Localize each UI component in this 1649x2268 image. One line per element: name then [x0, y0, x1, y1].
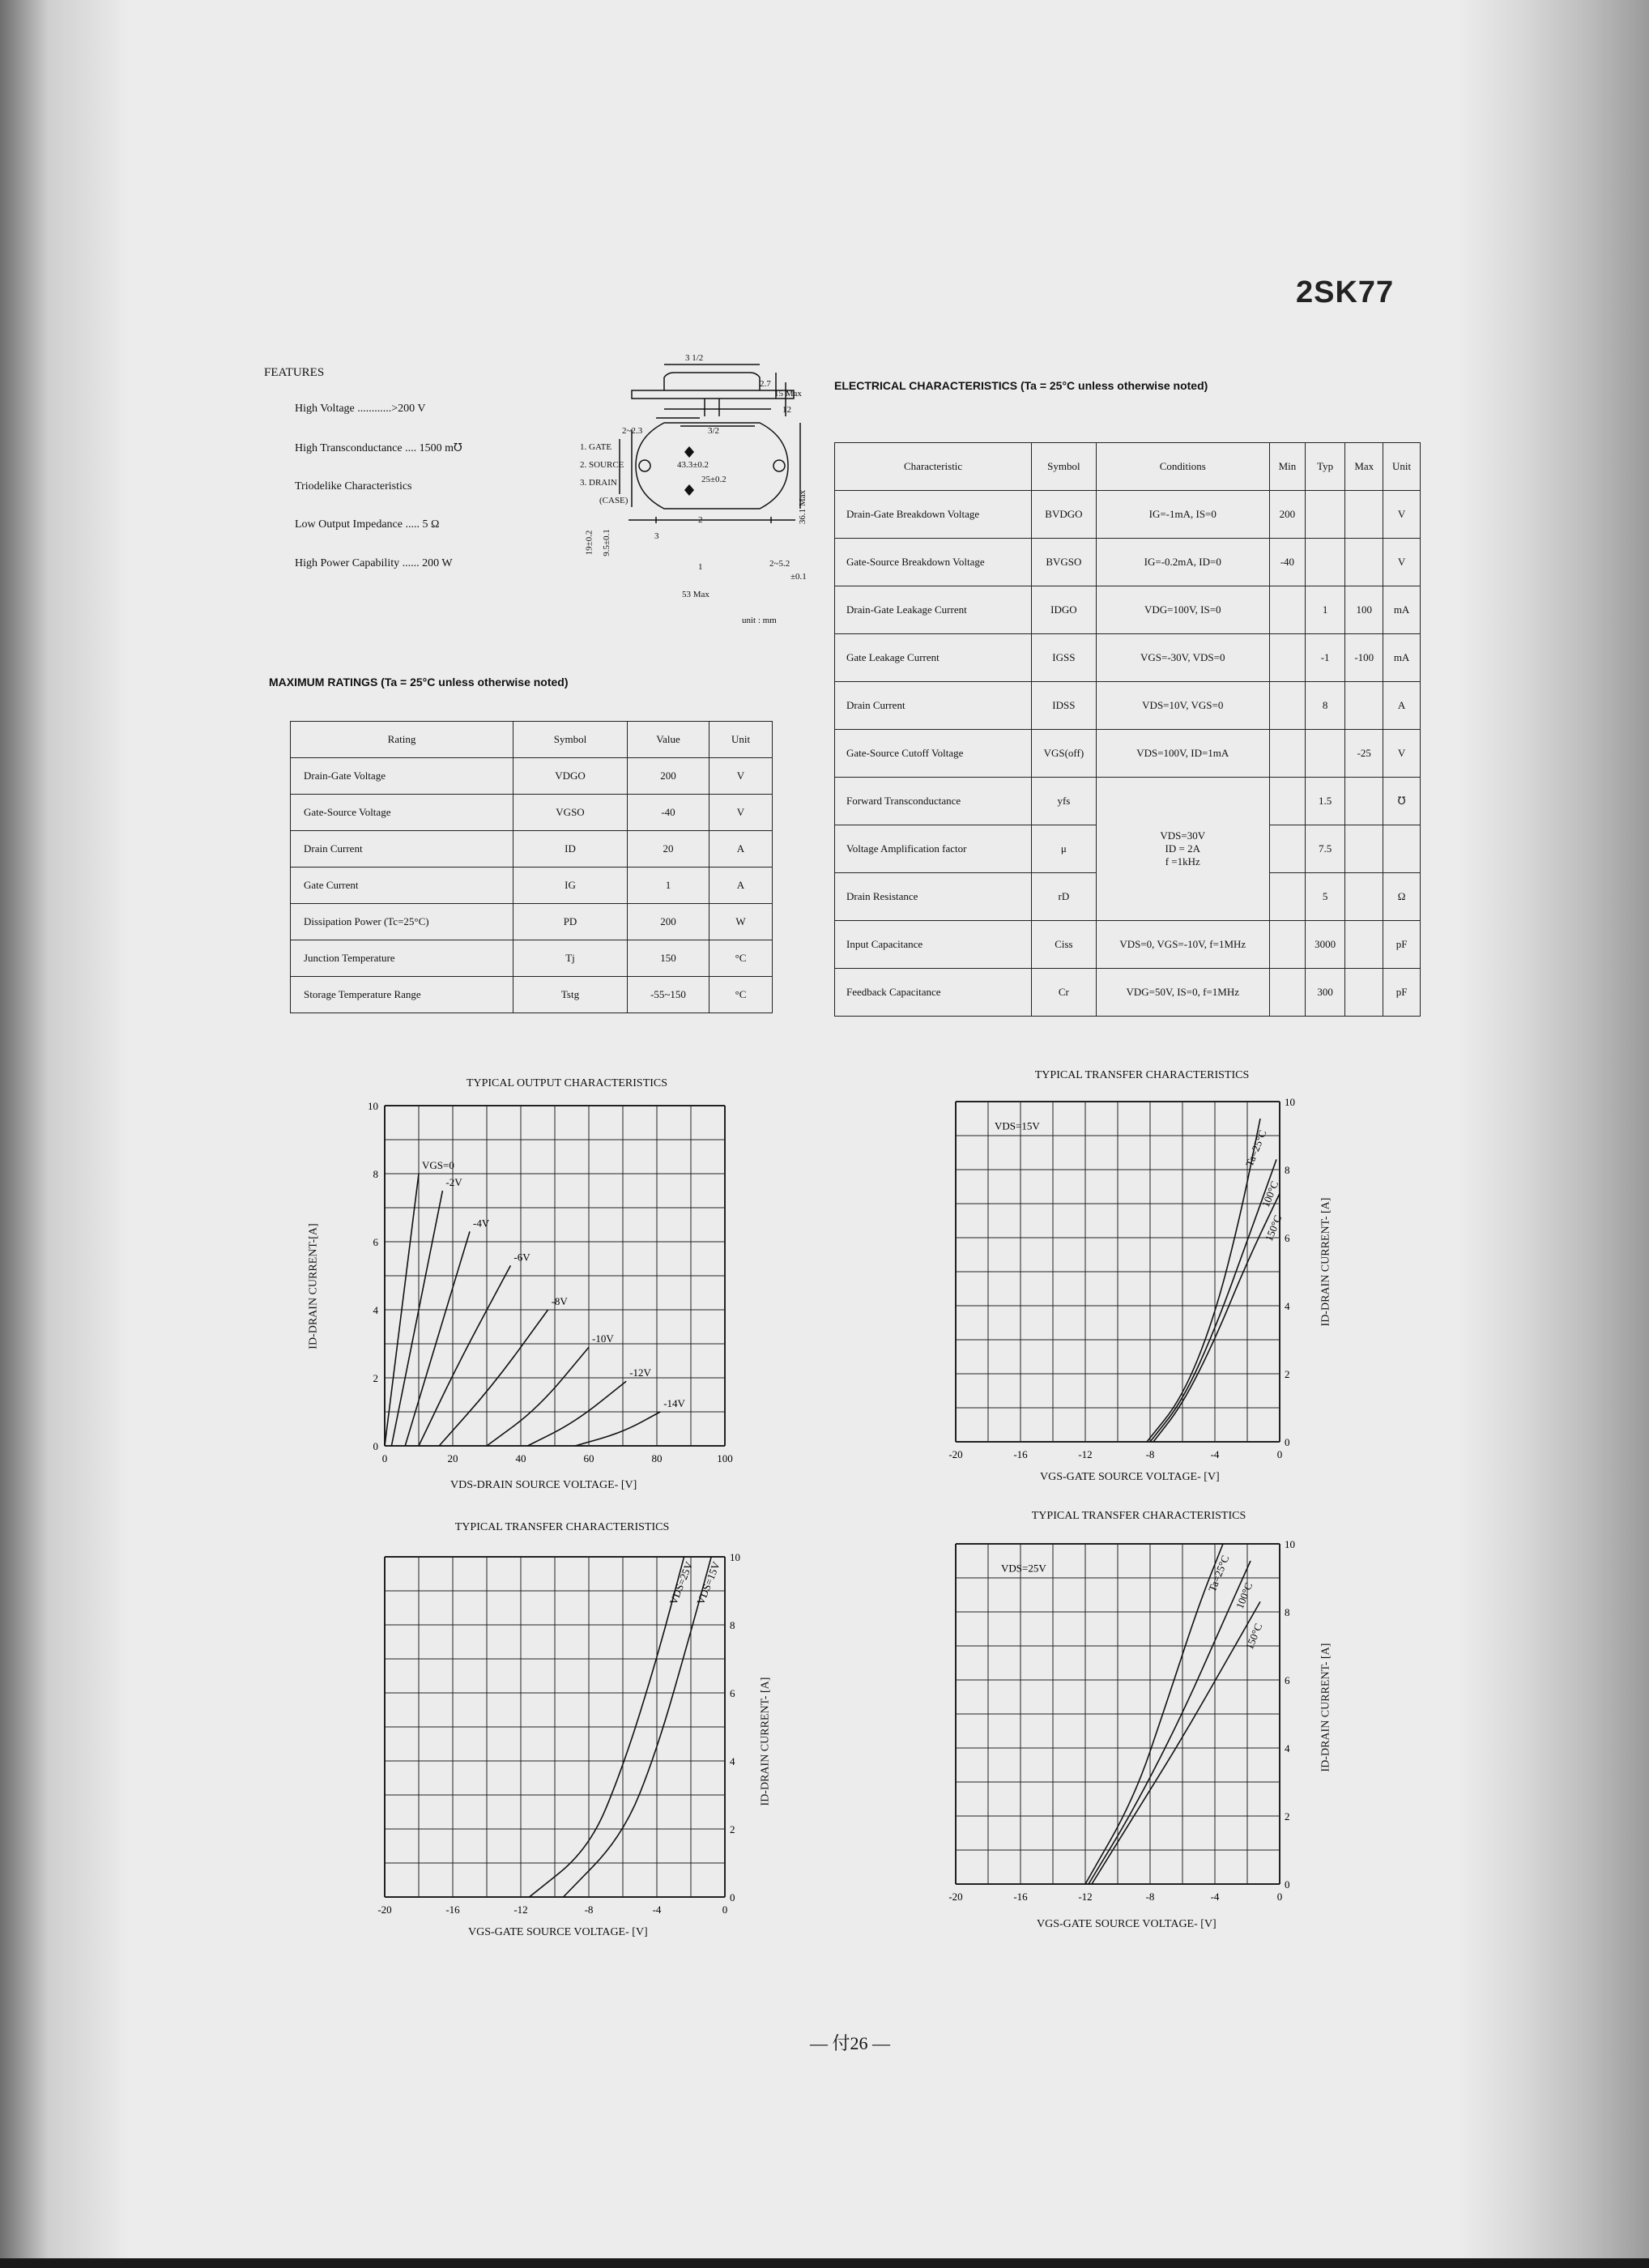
x-tick-label: -16	[445, 1904, 460, 1916]
package-dimension: 43.3±0.2	[677, 460, 709, 470]
unit-cell: W	[709, 904, 773, 940]
y-tick-label: 4	[1285, 1300, 1290, 1312]
chart-title: TYPICAL TRANSFER CHARACTERISTICS	[1034, 1069, 1250, 1081]
package-dimension: 25±0.2	[701, 475, 726, 484]
typ-cell	[1305, 730, 1344, 778]
package-dimension: 2.7	[760, 379, 771, 389]
min-cell: 200	[1269, 491, 1305, 539]
characteristic-cell: Gate-Source Cutoff Voltage	[835, 730, 1032, 778]
unit-cell: A	[709, 868, 773, 904]
value-cell: 1	[628, 868, 709, 904]
min-cell	[1269, 586, 1305, 634]
typ-cell: 7.5	[1305, 825, 1344, 873]
series-label: -10V	[592, 1332, 614, 1345]
characteristic-cell: Drain-Gate Breakdown Voltage	[835, 491, 1032, 539]
max-cell	[1345, 682, 1383, 730]
series-line	[487, 1347, 589, 1446]
y-tick-label: 6	[373, 1236, 378, 1248]
min-cell: -40	[1269, 539, 1305, 586]
package-dimension: 3/2	[708, 426, 720, 436]
symbol-cell: BVGSO	[1032, 539, 1096, 586]
symbol-cell: yfs	[1032, 778, 1096, 825]
header-cell: Conditions	[1096, 443, 1269, 491]
x-tick-label: -4	[1210, 1891, 1220, 1903]
series-label: -4V	[473, 1217, 490, 1230]
y-tick-label: 8	[730, 1619, 735, 1631]
unit-cell: V	[1383, 491, 1421, 539]
rating-cell: Dissipation Power (Tc=25°C)	[291, 904, 513, 940]
x-tick-label: 0	[1276, 1891, 1283, 1903]
y-tick-label: 4	[1285, 1742, 1290, 1754]
max-cell	[1345, 539, 1383, 586]
x-tick-label: -20	[377, 1904, 392, 1916]
condition-line: VDS=30V	[1160, 829, 1206, 842]
series-line	[1153, 1193, 1280, 1442]
package-dimension: 36.1 Max	[798, 489, 808, 525]
y-tick-label: 10	[368, 1100, 378, 1112]
series-label: -6V	[513, 1251, 530, 1264]
x-tick-label: -20	[948, 1448, 963, 1458]
package-dimension: 15 Max	[774, 389, 802, 399]
transfer-characteristics-chart-vds15	[931, 1085, 1320, 1458]
table-row	[835, 634, 1421, 682]
package-dimension: 19±0.2	[584, 530, 594, 556]
value-cell: 200	[628, 758, 709, 795]
feature-item: Triodelike Characteristics	[295, 480, 412, 492]
characteristic-cell: Input Capacitance	[835, 921, 1032, 969]
y-axis-label: ID-DRAIN CURRENT-[A]	[307, 1223, 320, 1349]
unit-cell: °C	[709, 940, 773, 977]
header-cell: Symbol	[1032, 443, 1096, 491]
feature-item: High Voltage ............>200 V	[295, 403, 426, 415]
x-tick-label: -4	[1210, 1448, 1220, 1458]
series-label: 100°C	[1233, 1580, 1255, 1611]
typ-cell: 1.5	[1305, 778, 1344, 825]
features-title: FEATURES	[264, 366, 325, 379]
unit-cell	[1383, 825, 1421, 873]
y-tick-label: 2	[373, 1372, 378, 1384]
typ-cell: 8	[1305, 682, 1344, 730]
unit-cell: V	[709, 795, 773, 831]
series-line	[527, 1381, 626, 1446]
max-cell	[1345, 778, 1383, 825]
table-header-row	[835, 443, 1421, 491]
table-row	[291, 868, 773, 904]
series-label: 150°C	[1262, 1213, 1285, 1243]
package-dimension: ±0.1	[790, 572, 807, 582]
package-dimension: 3	[654, 531, 659, 541]
typ-cell: 1	[1305, 586, 1344, 634]
typ-cell: 5	[1305, 873, 1344, 921]
x-tick-label: 0	[722, 1904, 728, 1916]
unit-cell: V	[1383, 539, 1421, 586]
y-tick-label: 10	[730, 1551, 740, 1563]
package-dimension: 2	[698, 515, 703, 525]
table-row	[835, 921, 1421, 969]
table-row	[835, 586, 1421, 634]
rating-cell: Gate-Source Voltage	[291, 795, 513, 831]
series-label: VGS=0	[422, 1159, 454, 1171]
y-tick-label: 2	[730, 1823, 735, 1835]
value-cell: 20	[628, 831, 709, 868]
package-dimension: 3 1/2	[685, 353, 704, 363]
package-dimension: 12	[782, 405, 791, 415]
min-cell	[1269, 778, 1305, 825]
feature-item: Low Output Impedance ..... 5 Ω	[295, 518, 440, 531]
series-label: -14V	[663, 1397, 685, 1409]
header-cell: Unit	[1383, 443, 1421, 491]
min-cell	[1269, 825, 1305, 873]
table-row	[835, 682, 1421, 730]
symbol-cell: μ	[1032, 825, 1096, 873]
series-label: -8V	[551, 1295, 568, 1307]
conditions-cell: IG=-0.2mA, ID=0	[1096, 539, 1269, 586]
header-cell: Characteristic	[835, 443, 1032, 491]
chart-title: TYPICAL TRANSFER CHARACTERISTICS	[1031, 1510, 1246, 1522]
characteristic-cell: Gate Leakage Current	[835, 634, 1032, 682]
table-row	[291, 795, 773, 831]
characteristic-cell: Feedback Capacitance	[835, 969, 1032, 1017]
chart-annotation: VDS=25V	[1001, 1562, 1046, 1575]
y-tick-label: 4	[730, 1755, 735, 1767]
header-cell: Value	[628, 722, 709, 758]
series-label: VDS=25V	[667, 1559, 696, 1607]
rating-cell: Storage Temperature Range	[291, 977, 513, 1013]
value-cell: 150	[628, 940, 709, 977]
y-tick-label: 2	[1285, 1810, 1290, 1823]
symbol-cell: PD	[513, 904, 628, 940]
chart-annotation: VDS=15V	[995, 1119, 1040, 1132]
symbol-cell: VDGO	[513, 758, 628, 795]
x-tick-label: 100	[717, 1452, 733, 1464]
unit-cell: mA	[1383, 586, 1421, 634]
symbol-cell: IGSS	[1032, 634, 1096, 682]
feature-item: High Transconductance .... 1500 m℧	[295, 442, 462, 454]
unit-cell: pF	[1383, 969, 1421, 1017]
symbol-cell: Tj	[513, 940, 628, 977]
conditions-cell: VDS=10V, VGS=0	[1096, 682, 1269, 730]
x-tick-label: -12	[513, 1904, 528, 1916]
y-tick-label: 6	[1285, 1232, 1290, 1244]
x-tick-label: 80	[651, 1452, 663, 1464]
unit-cell: mA	[1383, 634, 1421, 682]
series-line	[1092, 1601, 1260, 1884]
series-line	[405, 1231, 470, 1446]
package-dimension: 2~2.3	[622, 426, 643, 436]
x-tick-label: -4	[652, 1904, 662, 1916]
table-header-row	[291, 722, 773, 758]
pin-label: 2. SOURCE	[580, 460, 624, 470]
part-number-title: 2SK77	[1296, 275, 1395, 309]
conditions-cell: VDS=0, VGS=-10V, f=1MHz	[1096, 921, 1269, 969]
series-line	[1150, 1159, 1276, 1442]
y-axis-label: ID-DRAIN CURRENT- [A]	[759, 1677, 772, 1806]
shared-conditions-cell	[1096, 778, 1269, 921]
x-tick-label: -16	[1013, 1891, 1028, 1903]
characteristic-cell: Voltage Amplification factor	[835, 825, 1032, 873]
typ-cell: 3000	[1305, 921, 1344, 969]
page-number: — 付26 —	[810, 2033, 891, 2053]
y-tick-label: 0	[1285, 1436, 1290, 1448]
conditions-cell: VDG=50V, IS=0, f=1MHz	[1096, 969, 1269, 1017]
y-tick-label: 8	[1285, 1606, 1290, 1618]
y-tick-label: 0	[373, 1440, 378, 1452]
max-cell: 100	[1345, 586, 1383, 634]
package-dimension: 1	[698, 562, 703, 572]
y-tick-label: 0	[1285, 1878, 1290, 1891]
max-cell: -25	[1345, 730, 1383, 778]
max-cell	[1345, 969, 1383, 1017]
max-cell	[1345, 491, 1383, 539]
symbol-cell: IDGO	[1032, 586, 1096, 634]
series-label: 150°C	[1242, 1621, 1265, 1652]
x-tick-label: 0	[381, 1452, 388, 1464]
typ-cell: 300	[1305, 969, 1344, 1017]
min-cell	[1269, 682, 1305, 730]
conditions-cell: IG=-1mA, IS=0	[1096, 491, 1269, 539]
feature-item: High Power Capability ...... 200 W	[295, 557, 453, 569]
x-tick-label: 0	[1276, 1448, 1283, 1458]
x-axis-label: VGS-GATE SOURCE VOLTAGE- [V]	[1040, 1471, 1220, 1483]
symbol-cell: IG	[513, 868, 628, 904]
x-tick-label: 60	[583, 1452, 594, 1464]
typ-cell: -1	[1305, 634, 1344, 682]
min-cell	[1269, 921, 1305, 969]
symbol-cell: Cr	[1032, 969, 1096, 1017]
min-cell	[1269, 873, 1305, 921]
x-tick-label: -16	[1013, 1448, 1028, 1458]
y-tick-label: 8	[373, 1168, 378, 1180]
x-tick-label: -8	[584, 1904, 594, 1916]
unit-cell: ℧	[1383, 778, 1421, 825]
series-label: Ta=25°C	[1242, 1128, 1269, 1169]
value-cell: 200	[628, 904, 709, 940]
package-dimension: 53 Max	[682, 590, 709, 599]
conditions-cell: VDS=100V, ID=1mA	[1096, 730, 1269, 778]
y-axis-label: ID-DRAIN CURRENT- [A]	[1319, 1643, 1332, 1772]
max-cell	[1345, 921, 1383, 969]
x-tick-label: 40	[515, 1452, 526, 1464]
conditions-cell: VDG=100V, IS=0	[1096, 586, 1269, 634]
x-tick-label: -8	[1145, 1891, 1155, 1903]
symbol-cell: VGSO	[513, 795, 628, 831]
table-row	[291, 831, 773, 868]
header-cell: Typ	[1305, 443, 1344, 491]
y-tick-label: 6	[730, 1687, 735, 1699]
x-tick-label: 20	[447, 1452, 458, 1464]
symbol-cell: IDSS	[1032, 682, 1096, 730]
package-unit: unit : mm	[742, 616, 777, 625]
x-tick-label: -8	[1145, 1448, 1155, 1458]
table-row	[835, 969, 1421, 1017]
unit-cell: pF	[1383, 921, 1421, 969]
package-dimension: 9.5±0.1	[601, 529, 611, 556]
electrical-characteristics-table	[834, 442, 1421, 1017]
value-cell: -40	[628, 795, 709, 831]
y-tick-label: 6	[1285, 1674, 1290, 1686]
table-row	[835, 539, 1421, 586]
header-cell: Rating	[291, 722, 513, 758]
symbol-cell: ID	[513, 831, 628, 868]
x-tick-label: -12	[1078, 1891, 1093, 1903]
value-cell: -55~150	[628, 977, 709, 1013]
x-tick-label: -20	[948, 1891, 963, 1903]
y-tick-label: 4	[373, 1304, 378, 1316]
min-cell	[1269, 634, 1305, 682]
y-axis-label: ID-DRAIN CURRENT- [A]	[1319, 1197, 1332, 1327]
unit-cell: A	[709, 831, 773, 868]
conditions-cell: VGS=-30V, VDS=0	[1096, 634, 1269, 682]
package-dimension: 2~5.2	[769, 559, 790, 569]
condition-line: ID = 2A	[1165, 842, 1200, 855]
table-row	[835, 491, 1421, 539]
rating-cell: Gate Current	[291, 868, 513, 904]
characteristic-cell: Gate-Source Breakdown Voltage	[835, 539, 1032, 586]
header-cell: Min	[1269, 443, 1305, 491]
y-tick-label: 0	[730, 1891, 735, 1904]
table-row	[291, 977, 773, 1013]
x-axis-label: VGS-GATE SOURCE VOLTAGE- [V]	[1037, 1918, 1217, 1930]
characteristic-cell: Drain Current	[835, 682, 1032, 730]
table-row	[291, 940, 773, 977]
symbol-cell: BVDGO	[1032, 491, 1096, 539]
x-axis-label: VDS-DRAIN SOURCE VOLTAGE- [V]	[450, 1479, 637, 1491]
chart-title: TYPICAL TRANSFER CHARACTERISTICS	[454, 1521, 670, 1533]
pin-label: 1. GATE	[580, 442, 612, 452]
symbol-cell: Tstg	[513, 977, 628, 1013]
series-line	[575, 1412, 660, 1446]
max-cell	[1345, 873, 1383, 921]
series-label: Ta=25°C	[1205, 1553, 1232, 1594]
y-tick-label: 10	[1285, 1538, 1295, 1550]
symbol-cell: VGS(off)	[1032, 730, 1096, 778]
typ-cell	[1305, 491, 1344, 539]
unit-cell: °C	[709, 977, 773, 1013]
unit-cell: V	[1383, 730, 1421, 778]
table-row	[291, 904, 773, 940]
typ-cell	[1305, 539, 1344, 586]
max-cell: -100	[1345, 634, 1383, 682]
characteristic-cell: Drain-Gate Leakage Current	[835, 586, 1032, 634]
table-row	[835, 778, 1421, 825]
maximum-ratings-table	[290, 721, 773, 1013]
max-cell	[1345, 825, 1383, 873]
maximum-ratings-title: MAXIMUM RATINGS (Ta = 25°C unless otherwise noted)	[269, 676, 569, 688]
header-cell: Unit	[709, 722, 773, 758]
series-line	[1147, 1119, 1260, 1442]
min-cell	[1269, 730, 1305, 778]
x-axis-label: VGS-GATE SOURCE VOLTAGE- [V]	[468, 1926, 648, 1938]
symbol-cell: Ciss	[1032, 921, 1096, 969]
rating-cell: Drain-Gate Voltage	[291, 758, 513, 795]
header-cell: Symbol	[513, 722, 628, 758]
condition-line: f =1kHz	[1165, 855, 1200, 868]
rating-cell: Junction Temperature	[291, 940, 513, 977]
x-tick-label: -12	[1078, 1448, 1093, 1458]
transfer-characteristics-chart-vds25	[931, 1528, 1320, 1916]
rating-cell: Drain Current	[291, 831, 513, 868]
pin-label: 3. DRAIN	[580, 478, 617, 488]
header-cell: Max	[1345, 443, 1383, 491]
y-tick-label: 10	[1285, 1096, 1295, 1108]
y-tick-label: 2	[1285, 1368, 1290, 1380]
characteristic-cell: Forward Transconductance	[835, 778, 1032, 825]
series-label: 100°C	[1259, 1179, 1281, 1209]
unit-cell: V	[709, 758, 773, 795]
series-label: -12V	[629, 1366, 651, 1379]
pin-label: (CASE)	[599, 496, 628, 505]
characteristic-cell: Drain Resistance	[835, 873, 1032, 921]
electrical-characteristics-title: ELECTRICAL CHARACTERISTICS (Ta = 25°C unless otherwise noted)	[834, 379, 1208, 392]
output-characteristics-chart	[356, 1094, 745, 1482]
unit-cell: A	[1383, 682, 1421, 730]
chart-title: TYPICAL OUTPUT CHARACTERISTICS	[466, 1077, 668, 1089]
series-label: VDS=15V	[694, 1559, 722, 1607]
table-row	[835, 730, 1421, 778]
unit-cell: Ω	[1383, 873, 1421, 921]
symbol-cell: rD	[1032, 873, 1096, 921]
min-cell	[1269, 969, 1305, 1017]
y-tick-label: 8	[1285, 1164, 1290, 1176]
table-row	[291, 758, 773, 795]
series-label: -2V	[445, 1176, 462, 1188]
transfer-characteristics-chart-vds-compare	[356, 1541, 778, 1929]
